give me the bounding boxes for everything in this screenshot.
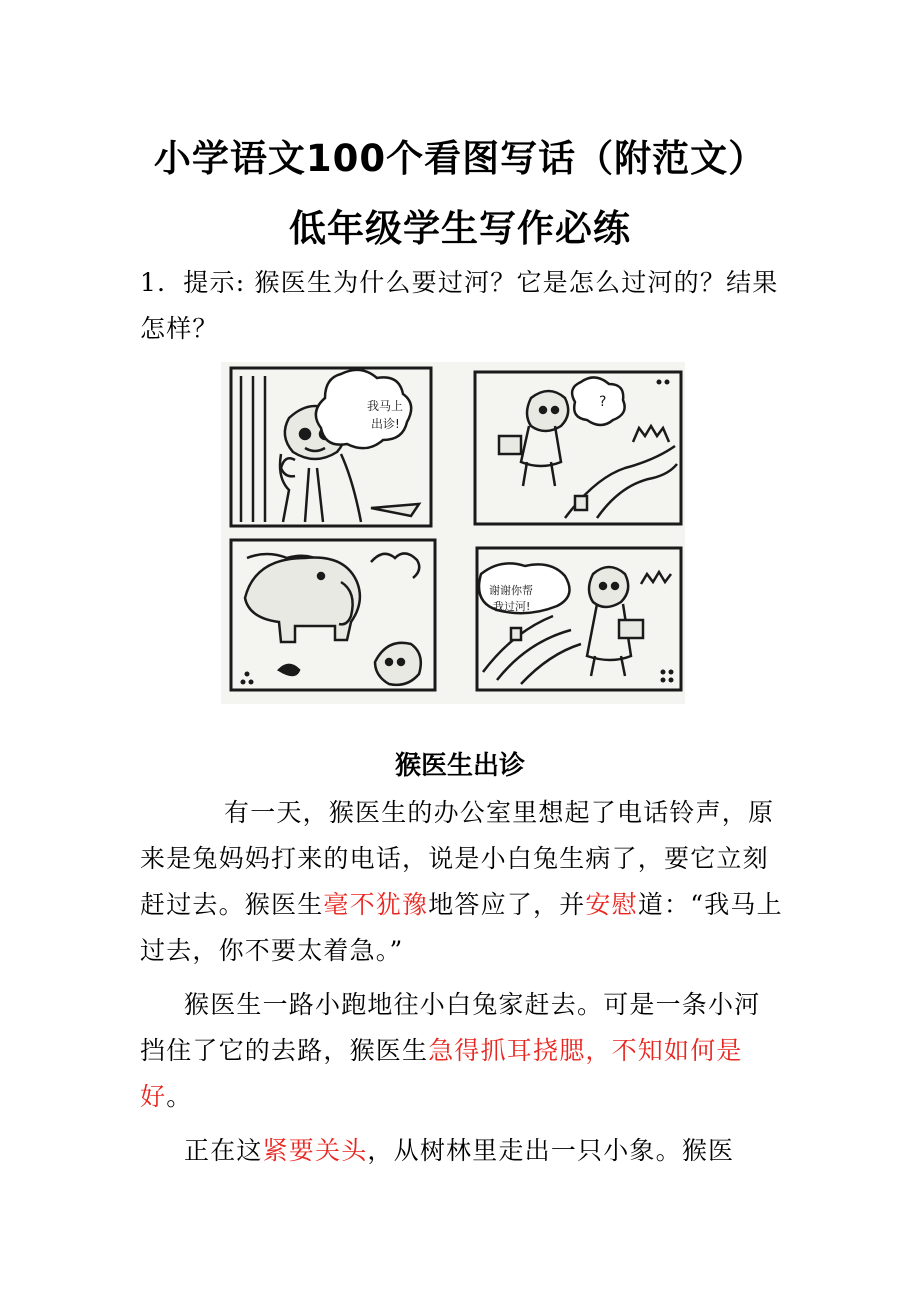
bubble1-line1: 我马上	[367, 399, 404, 413]
text-run: 道：“我马上过去，你不要太着急。”	[140, 890, 783, 965]
text-run: 。	[166, 1082, 193, 1111]
page-subtitle: 低年级学生写作必练	[289, 207, 631, 250]
highlight-phrase: 毫不犹豫	[323, 890, 429, 919]
highlight-phrase: 安慰	[585, 890, 638, 919]
text-run: ，从树林里走出一只小象。猴医	[367, 1136, 735, 1165]
exercise-prompt: 1．提示: 猴医生为什么要过河？它是怎么过河的？结果怎样？	[140, 268, 779, 343]
bubble2-text: ?	[599, 394, 607, 410]
bubble4-line1: 谢谢你帮	[489, 584, 533, 597]
story-title: 猴医生出诊	[394, 751, 525, 781]
paragraph-2	[140, 982, 785, 1120]
paragraph-3	[140, 1128, 785, 1174]
bubble1-line2: 出诊!	[371, 417, 400, 431]
bubble4-line2: 我过河!	[493, 600, 531, 613]
text-run: 地答应了，并	[428, 890, 586, 919]
page-title: 小学语文100个看图写话（附范文）	[153, 137, 767, 180]
text-run: 有一天，猴医生的办公室里想起了电话铃声，原来是兔妈妈打来的电话，说是小白兔生病了，要它立刻赶过去。猴医生	[140, 798, 775, 919]
text-run: 猴医生一路小跑地往小白兔家赶去。可是一条小河挡住了它的去路，猴医生	[140, 990, 761, 1065]
comic-illustration	[221, 362, 685, 704]
text-run: 正在这	[184, 1136, 263, 1165]
highlight-phrase: 紧要关头	[262, 1136, 368, 1165]
paragraph-1	[140, 790, 785, 974]
highlight-phrase: 急得抓耳挠腮，不知如何是好	[140, 1036, 743, 1111]
story-body	[140, 790, 785, 1182]
